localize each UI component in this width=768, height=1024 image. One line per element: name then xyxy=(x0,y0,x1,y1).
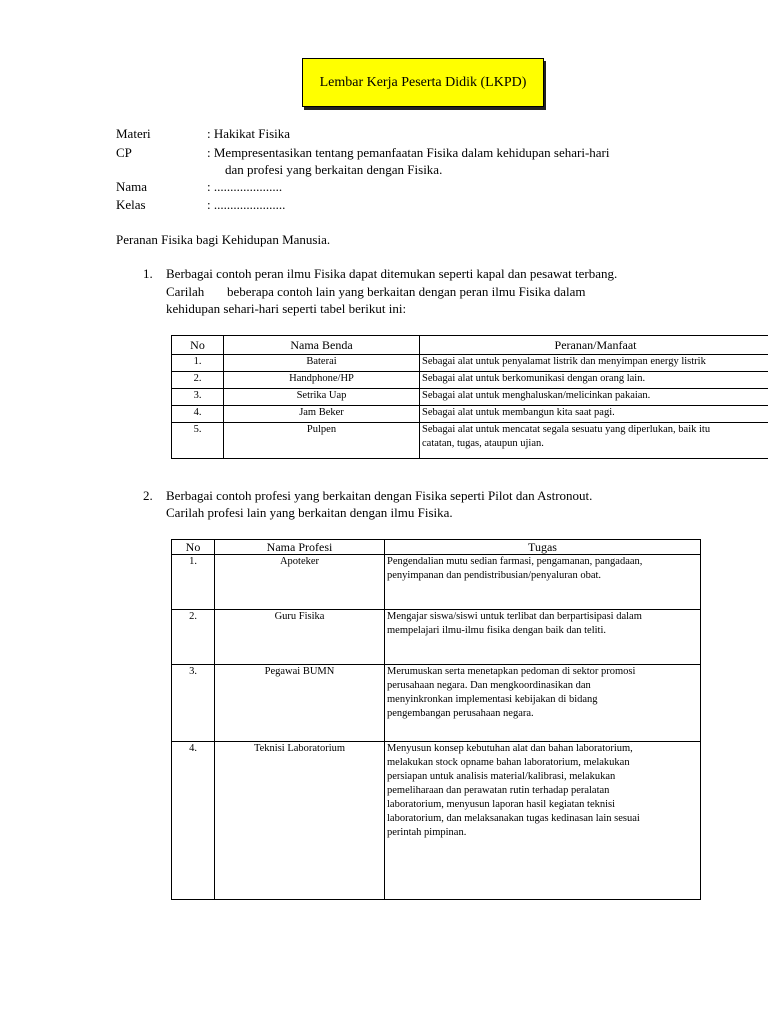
row-no: 3. xyxy=(172,389,224,406)
q1-line-1: Berbagai contoh peran ilmu Fisika dapat ditemukan seperti kapal dan pesawat terbang. xyxy=(166,266,618,281)
nama-value: : ..................... xyxy=(207,179,283,194)
row-no: 1. xyxy=(172,555,215,610)
materi-label: Materi xyxy=(116,126,151,141)
row-desc: Sebagai alat untuk penyalamat listrik dan menyimpan energy listrik xyxy=(420,355,768,372)
row-name: Handphone/HP xyxy=(224,372,420,389)
kelas-label: Kelas xyxy=(116,197,146,212)
row-no: 3. xyxy=(172,665,215,742)
row-no: 2. xyxy=(172,372,224,389)
table-row xyxy=(172,406,768,423)
table-row xyxy=(172,610,701,665)
table-row xyxy=(172,389,768,406)
row-name: Pulpen xyxy=(224,423,420,459)
profesi-table xyxy=(171,539,701,900)
row-tugas-line: laboratorium, menyusun laporan hasil kegiatan teknisi xyxy=(387,799,616,810)
header-no: No xyxy=(172,336,224,355)
row-tugas-line: menyinkronkan implementasi kebijakan di bidang xyxy=(387,694,598,705)
row-name: Setrika Uap xyxy=(224,389,420,406)
row-tugas-line: perusahaan negara. Dan mengkoordinasikan dan xyxy=(387,680,591,691)
row-tugas-line: pemeliharaan dan perawatan rutin terhadap peralatan xyxy=(387,785,610,796)
header-no: No xyxy=(172,540,215,555)
row-tugas xyxy=(385,610,701,665)
row-tugas-line: Pengendalian mutu sedian farmasi, pengamanan, pangadaan, xyxy=(387,556,643,567)
header-tugas: Tugas xyxy=(385,540,701,555)
table-row xyxy=(172,355,768,372)
row-tugas xyxy=(385,742,701,900)
cp-value-line-1: : Mempresentasikan tentang pemanfaatan Fisika dalam kehidupan sehari-hari xyxy=(207,145,610,160)
table-header-row xyxy=(172,540,701,555)
row-name: Apoteker xyxy=(215,555,385,610)
row-desc: Sebagai alat untuk membangun kita saat pagi. xyxy=(420,406,768,423)
row-no: 4. xyxy=(172,406,224,423)
q1-line-3: kehidupan sehari-hari seperti tabel berikut ini: xyxy=(166,301,407,316)
row-desc-line: catatan, tugas, ataupun ujian. xyxy=(422,438,544,449)
row-desc: Sebagai alat untuk menghaluskan/melicinkan pakaian. xyxy=(420,389,768,406)
table-row xyxy=(172,372,768,389)
row-no: 5. xyxy=(172,423,224,459)
row-tugas-line: Menyusun konsep kebutuhan alat dan bahan laboratorium, xyxy=(387,743,633,754)
q1-line-2: Carilah beberapa contoh lain yang berkaitan dengan peran ilmu Fisika dalam xyxy=(166,284,586,299)
table-header-row xyxy=(172,336,768,355)
kelas-value: : ...................... xyxy=(207,197,286,212)
row-no: 2. xyxy=(172,610,215,665)
row-tugas-line: persiapan untuk analisis material/kalibrasi, melakukan xyxy=(387,771,616,782)
table-row xyxy=(172,665,701,742)
row-name: Pegawai BUMN xyxy=(215,665,385,742)
row-name: Guru Fisika xyxy=(215,610,385,665)
row-no: 1. xyxy=(172,355,224,372)
row-name: Baterai xyxy=(224,355,420,372)
q2-line-2: Carilah profesi lain yang berkaitan dengan ilmu Fisika. xyxy=(166,505,453,520)
q1-number: 1. xyxy=(143,266,153,281)
benda-table xyxy=(171,335,768,459)
cp-label: CP xyxy=(116,145,132,160)
header-peranan: Peranan/Manfaat xyxy=(420,336,768,355)
q2-line-1: Berbagai contoh profesi yang berkaitan dengan Fisika seperti Pilot dan Astronout. xyxy=(166,488,593,503)
row-tugas-line: perintah pimpinan. xyxy=(387,827,467,838)
row-tugas-line: Merumuskan serta menetapkan pedoman di sektor promosi xyxy=(387,666,636,677)
row-tugas-line: Mengajar siswa/siswi untuk terlibat dan berpartisipasi dalam xyxy=(387,611,642,622)
row-tugas-line: pengembangan perusahaan negara. xyxy=(387,708,534,719)
header-nama-benda: Nama Benda xyxy=(224,336,420,355)
row-tugas-line: penyimpanan dan pendistribusian/penyaluran obat. xyxy=(387,570,602,581)
row-tugas xyxy=(385,555,701,610)
table-row xyxy=(172,423,768,459)
cp-value-line-2: dan profesi yang berkaitan dengan Fisika. xyxy=(225,162,443,177)
row-tugas xyxy=(385,665,701,742)
row-tugas-line: mempelajari ilmu-ilmu fisika dengan baik dan teliti. xyxy=(387,625,606,636)
row-name: Jam Beker xyxy=(224,406,420,423)
q2-number: 2. xyxy=(143,488,153,503)
header-nama-profesi: Nama Profesi xyxy=(215,540,385,555)
materi-value: : Hakikat Fisika xyxy=(207,126,291,141)
row-tugas-line: laboratorium, dan melaksanakan tugas kedinasan lain sesuai xyxy=(387,813,640,824)
row-desc-line: Sebagai alat untuk mencatat segala sesuatu yang diperlukan, baik itu xyxy=(422,424,711,435)
section-heading: Peranan Fisika bagi Kehidupan Manusia. xyxy=(116,232,331,247)
table-row xyxy=(172,555,701,610)
table-row xyxy=(172,742,701,900)
nama-label: Nama xyxy=(116,179,148,194)
row-no: 4. xyxy=(172,742,215,900)
row-desc xyxy=(420,423,768,459)
row-name: Teknisi Laboratorium xyxy=(215,742,385,900)
row-tugas-line: melakukan stock opname bahan laboratorium, melakukan xyxy=(387,757,630,768)
row-desc: Sebagai alat untuk berkomunikasi dengan orang lain. xyxy=(420,372,768,389)
worksheet-title: Lembar Kerja Peserta Didik (LKPD) xyxy=(302,58,544,107)
